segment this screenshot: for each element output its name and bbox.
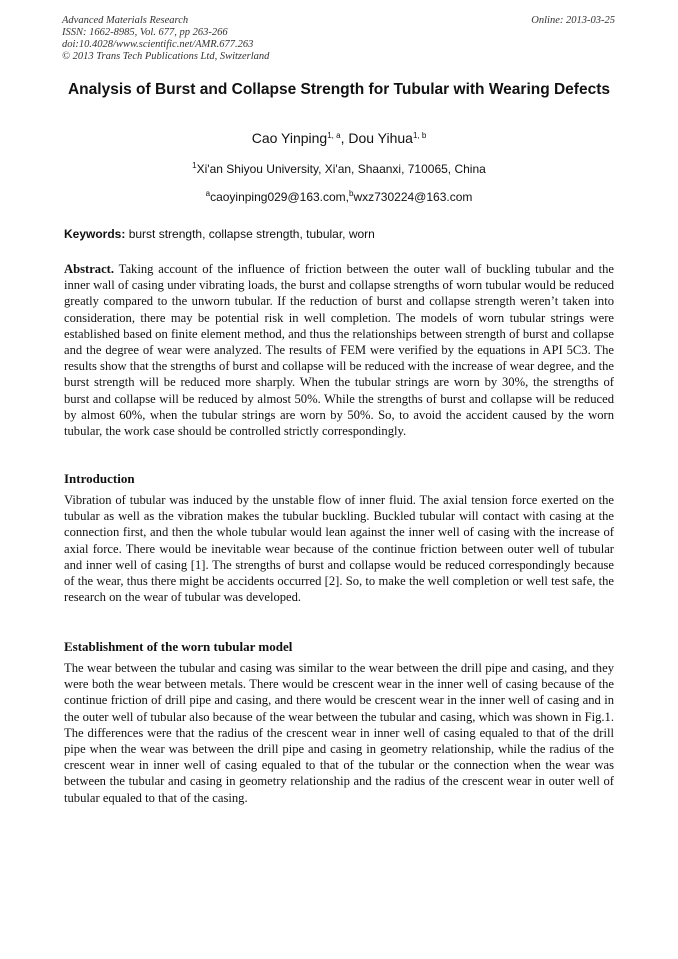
abstract bbox=[64, 261, 614, 439]
affiliation bbox=[64, 160, 614, 178]
email-superscript: b bbox=[349, 189, 354, 198]
abstract-label: Abstract. bbox=[64, 262, 115, 276]
affiliation-superscript: 1 bbox=[192, 161, 197, 170]
email-separator: , bbox=[345, 190, 350, 204]
issn-line: ISSN: 1662-8985, Vol. 677, pp 263-266 bbox=[62, 27, 228, 38]
email-address[interactable]: wxz730224@163.com bbox=[353, 190, 473, 204]
affiliation-text: Xi'an Shiyou University, Xi'an, Shaanxi, 710065, China bbox=[196, 162, 486, 176]
author-separator: , bbox=[340, 130, 349, 146]
introduction-paragraph: Vibration of tubular was induced by the unstable flow of inner fluid. The axial tension force exerted on the tubular as well as the vibration makes the tubular buckling. Buckled tubular will contact with casing at the connection first, and then the whole tubular would lean against the inner well of casing with the increase of axial force. There would be inevitable wear because of the continue friction between outer well of tubular and inner well of casing [1]. The strengths of burst and collapse would be reduced correspondingly because of the wear, thus there might be accidents occurred [2]. So, to make the well completion or well test safe, the research on the wear of tubular was developed. bbox=[64, 493, 614, 605]
copyright-line: © 2013 Trans Tech Publications Ltd, Switzerland bbox=[62, 51, 270, 62]
email-address[interactable]: caoyinping029@163.com bbox=[210, 190, 346, 204]
journal-header bbox=[62, 15, 269, 63]
abstract-text: Taking account of the influence of friction between the outer wall of buckling tubular and the inner wall of casing under vibrating loads, the burst and collapse strengths of worn tubular would be reduced greatly compared to the unworn tubular. If the reduction of burst and collapse strength weren’t taken into consideration, there may be potential risk in well completion. The models of worn tubular strings were established based on finite element method, and thus the relationships between strength of burst and collapse and the degree of wear were analyzed. The results of FEM were verified by the equations in API 5C3. The results show that the strengths of burst and collapse will be reduced with the increase of wear degree, and the burst strength will be reduced more sharply. When the tubular strings are worn by 30%, the strengths of burst and collapse will be reduced by almost 50%. While the strengths of burst and collapse will be reduced by almost 60%, when the tubular strings are worn by 50%. So, to avoid the accident caused by the worn tubular, the work case should be controlled strictly correspondingly. bbox=[64, 262, 615, 439]
author-line bbox=[64, 128, 614, 148]
doi-line[interactable]: doi:10.4028/www.scientific.net/AMR.677.263 bbox=[62, 39, 254, 50]
author-superscript: 1, a bbox=[327, 131, 341, 140]
keywords bbox=[64, 225, 614, 243]
author-name: Cao Yinping bbox=[251, 130, 328, 146]
author-name: Dou Yihua bbox=[348, 130, 413, 146]
section-heading-introduction: Introduction bbox=[64, 471, 135, 486]
journal-name: Advanced Materials Research bbox=[62, 15, 189, 26]
author-superscript: 1, b bbox=[412, 131, 427, 140]
email-line bbox=[64, 188, 614, 206]
paper-title: Analysis of Burst and Collapse Strength for Tubular with Wearing Defects bbox=[67, 81, 610, 98]
keywords-text: burst strength, collapse strength, tubular, worn bbox=[128, 227, 375, 241]
online-date: Online: 2013-03-25 bbox=[531, 15, 615, 26]
email-superscript: a bbox=[205, 189, 211, 198]
keywords-label: Keywords: bbox=[64, 227, 126, 241]
model-paragraph: The wear between the tubular and casing was similar to the wear between the drill pipe and casing, and they were both the wear between metals. There would be crescent wear in the inner well of casing because of the continue friction of drill pipe and casing, and there would be crescent wear in the inner well of casing and in the outer well of tubular also because of the wear between the tubular and casing, which was shown in Fig.1. The differences were that the radius of the crescent wear in inner well of casing equaled to that of the drill pipe when the wear was between the drill pipe and casing in geometry relationship, while the radius of the crescent wear in inner well of casing equaled to that of the tubular or the connection when the wear was between the tubular and casing in geometry relationship and the radius of the crescent wear in outer well of tubular equaled to that of the casing. bbox=[64, 661, 614, 805]
section-heading-worn-tubular-model: Establishment of the worn tubular model bbox=[64, 639, 293, 654]
